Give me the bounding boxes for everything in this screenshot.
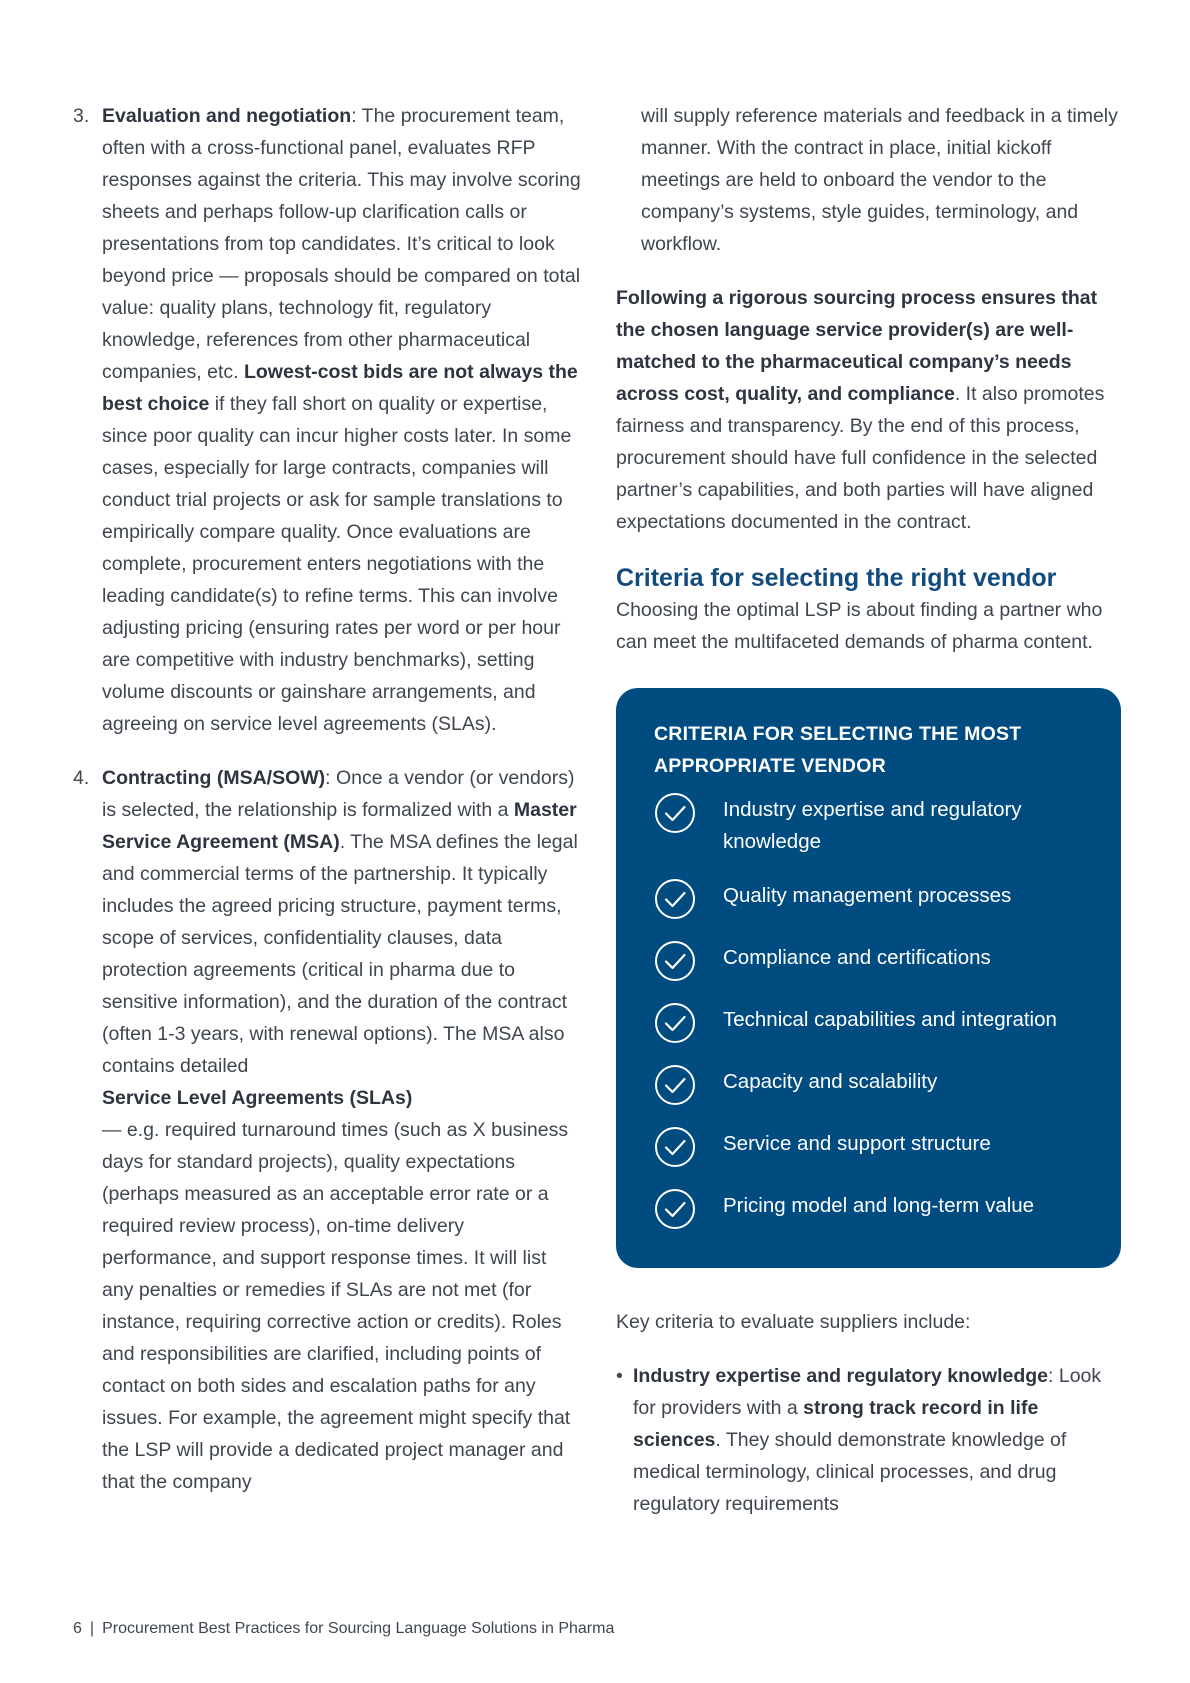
criteria-item (654, 880, 1091, 920)
callout-title: CRITERIA FOR SELECTING THE MOST APPROPRIATE VENDOR (654, 723, 1022, 777)
check-circle-icon (654, 1064, 696, 1106)
lowest-cost-emphasis: Lowest-cost bids are not always the best choice (102, 361, 578, 415)
list-item-evaluation (73, 100, 583, 740)
criteria-label: Pricing model and long-term value (723, 1194, 1035, 1217)
check-circle-icon (654, 1126, 696, 1168)
check-circle-icon (654, 878, 696, 920)
check-circle-icon (654, 792, 696, 834)
key-criteria-intro: Key criteria to evaluate suppliers include: (616, 1311, 971, 1333)
criteria-label: Industry expertise and regulatory knowledge (723, 798, 1022, 853)
criteria-item (654, 1190, 1091, 1230)
evaluation-paragraph: Evaluation and negotiation: The procurement team, often with a cross-functional panel, evaluates RFP responses against the criteria. This may involve scoring sheets and perhaps follow-up clarification calls or presentations from top candidates. It’s critical to look beyond price — proposals should be compared on total value: quality plans, technology fit, regulatory knowledge, references from other pharmaceutical companies, etc. Lowest-cost bids are not always the best choice if they fall short on quality or expertise, since poor quality can incur higher costs later. In some cases, especially for large contracts, companies will conduct trial projects or ask for sample translations to empirically compare quality. Once evaluations are complete, procurement enters negotiations with the leading candidate(s) to refine terms. This can involve adjusting pricing (ensuring rates per word or per hour are competitive with industry benchmarks), setting volume discounts or gainshare arrangements, and agreeing on service level agreements (SLAs). (102, 105, 581, 735)
criteria-item (654, 1004, 1091, 1044)
footer-separator: | (89, 1620, 95, 1637)
criteria-list (654, 794, 1091, 1230)
list-number: 4. (73, 767, 90, 789)
footer-title: Procurement Best Practices for Sourcing Language Solutions in Pharma (102, 1620, 615, 1637)
section-heading: Criteria for selecting the right vendor (616, 564, 1057, 592)
criteria-label: Compliance and certifications (723, 946, 991, 969)
criteria-item (654, 1128, 1091, 1168)
evaluation-title: Evaluation and negotiation (102, 105, 352, 127)
left-column (73, 100, 583, 1498)
summary-emphasis: Following a rigorous sourcing process ensures that the chosen language service provider(s) are well-matched to the pharmaceutical company’s needs across cost, quality, and compliance (616, 287, 1098, 405)
bullet-text: Industry expertise and regulatory knowledge: Look for providers with a strong track record in life sciences. They should demonstrate knowledge of medical terminology, clinical processes, and drug regulatory requirements (633, 1365, 1102, 1515)
page-number: 6 (73, 1620, 82, 1637)
contracting-title: Contracting (MSA/SOW) (102, 767, 326, 789)
summary-paragraph: Following a rigorous sourcing process ensures that the chosen language service provider(s) are well-matched to the pharmaceutical company’s needs across cost, quality, and compliance. It also promotes fairness and transparency. By the end of this process, procurement should have full confidence in the selected partner’s capabilities, and both parties will have aligned expectations documented in the contract. (616, 287, 1105, 533)
msa-emphasis: Master Service Agreement (MSA) (102, 799, 577, 853)
criteria-item (654, 1066, 1091, 1106)
criteria-label: Capacity and scalability (723, 1070, 938, 1093)
criteria-label: Technical capabilities and integration (723, 1008, 1057, 1031)
bullet-dot: • (616, 1365, 623, 1387)
list-item-contracting (73, 762, 583, 1498)
criteria-label: Service and support structure (723, 1132, 991, 1155)
track-record-emphasis: strong track record in life sciences (633, 1397, 1039, 1451)
section-intro: Choosing the optimal LSP is about finding a partner who can meet the multifaceted demands of pharma content. (616, 599, 1103, 653)
criteria-callout-box (616, 688, 1121, 1268)
criteria-label: Quality management processes (723, 884, 1012, 907)
bullet-item-industry-expertise (616, 1360, 1121, 1520)
check-circle-icon (654, 1002, 696, 1044)
check-circle-icon (654, 1188, 696, 1230)
contracting-paragraph: Contracting (MSA/SOW): Once a vendor (or vendors) is selected, the relationship is formalized with a Master Service Agreement (MSA). The MSA defines the legal and commercial terms of the partnership. It typically includes the agreed pricing structure, payment terms, scope of services, confidentiality clauses, data protection agreements (critical in pharma due to sensitive information), and the duration of the contract (often 1-3 years, with renewal options). The MSA also contains detailed Service Level Agreements (SLAs) — e.g. required turnaround times (such as X business days for standard projects), quality expectations (perhaps measured as an acceptable error rate or a required review process), on-time delivery performance, and support response times. It will list any penalties or remedies if SLAs are not met (for instance, requiring corrective action or credits). Roles and responsibilities are clarified, including points of contact on both sides and escalation paths for any issues. For example, the agreement might specify that the LSP will provide a dedicated project manager and that the company (102, 767, 578, 1493)
right-column (616, 100, 1121, 1520)
check-circle-icon (654, 940, 696, 982)
continuation-paragraph: will supply reference materials and feedback in a timely manner. With the contract in place, initial kickoff meetings are held to onboard the vendor to the company’s systems, style guides, terminology, and workflow. (641, 105, 1118, 255)
page-footer (73, 1620, 614, 1638)
list-number: 3. (73, 105, 90, 127)
criteria-item (654, 794, 1091, 858)
bullet-title: Industry expertise and regulatory knowledge (633, 1365, 1049, 1387)
sla-emphasis: Service Level Agreements (SLAs) (102, 1087, 413, 1109)
criteria-item (654, 942, 1091, 982)
